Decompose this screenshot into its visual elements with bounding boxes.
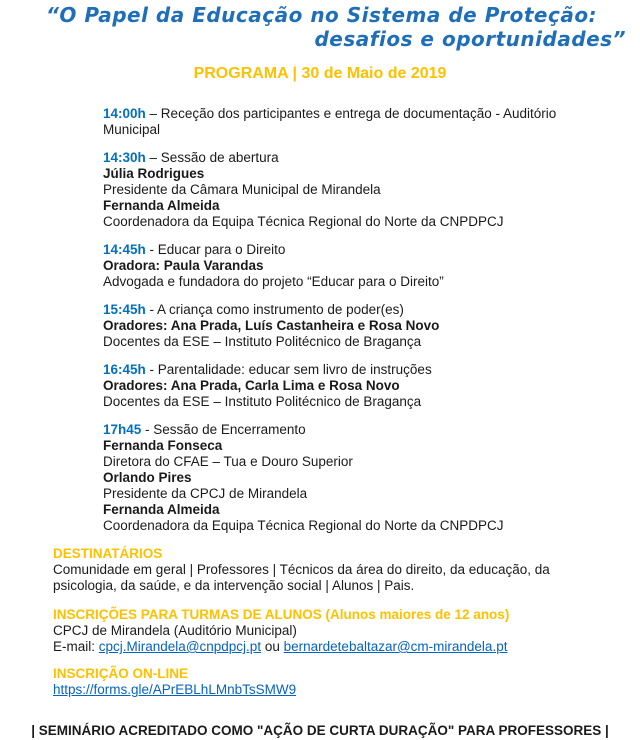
speaker-role: Diretora do CFAE – Tua e Douro Superior [103,454,353,469]
schedule-entry-title [103,422,610,438]
schedule-entry-title [103,106,610,138]
entry-title-text: - Educar para o Direito [149,242,286,257]
speaker-role: Docentes da ESE – Instituto Politécnico de Bragança [103,394,422,409]
program-header: PROGRAMA | 30 de Maio de 2019 [193,65,447,82]
event-title [0,0,640,51]
schedule-entry [103,150,610,230]
time-label: 15:45h [103,302,146,317]
time-label: 14:30h [103,150,146,165]
schedule-entry [103,302,610,350]
email-link-cpcj[interactable]: cpcj.Mirandela@cnpdpcj.pt [98,639,262,654]
schedule [103,106,610,534]
speaker-role: Presidente da Câmara Municipal de Mirandela [103,182,381,197]
speaker-name: Fernanda Almeida [103,198,220,213]
entry-title-text: – Sessão de abertura [149,150,279,165]
destinatarios-heading: DESTINATÁRIOS [53,546,163,561]
forms-url-link[interactable]: https://forms.gle/APrEBLhLMnbTsSMW9 [53,682,297,697]
speaker-role: Coordenadora da Equipa Técnica Regional do Norte da CNPDPCJ [103,518,504,533]
destinatarios-body: Comunidade em geral | Professores | Técnicos da área do direito, da educação, da psicologia, da saúde, e da intervenção social | Alunos | Pais. [53,562,550,593]
entry-title-text: – Receção dos participantes e entrega de documentação - Auditório Municipal [103,106,557,137]
speaker-name: Fernanda Almeida [103,502,220,517]
speaker-name: Júlia Rodrigues [103,166,205,181]
speaker-name: Oradores: Ana Prada, Luís Castanheira e Rosa Novo [103,318,440,333]
speaker-name: Fernanda Fonseca [103,438,223,453]
time-label: 14:00h [103,106,146,121]
speaker-role: Docentes da ESE – Instituto Politécnico de Bragança [103,334,422,349]
email-link-bernardete[interactable]: bernardetebaltazar@cm-mirandela.pt [283,639,508,654]
speaker-role: Presidente da CPCJ de Mirandela [103,486,308,501]
time-label: 17h45 [103,422,142,437]
inscricao-online-link-line [53,682,604,698]
section-destinatarios [53,546,604,594]
inscricoes-venue: CPCJ de Mirandela (Auditório Municipal) [53,623,297,638]
schedule-entry [103,106,610,138]
speaker-name: Oradores: Ana Prada, Carla Lima e Rosa Novo [103,378,400,393]
conjunction-text: ou [264,639,280,654]
schedule-entry-title [103,150,610,166]
schedule-entry [103,362,610,410]
entry-title-text: - A criança como instrumento de poder(es) [149,302,404,317]
speaker-role: Coordenadora da Equipa Técnica Regional do Norte da CNPDPCJ [103,214,504,229]
time-label: 14:45h [103,242,146,257]
inscricoes-heading: INSCRIÇÕES PARA TURMAS DE ALUNOS (Alunos maiores de 12 anos) [53,607,510,622]
schedule-entry-title [103,362,610,378]
schedule-entry-title [103,242,610,258]
footer-accreditation-note: | SEMINÁRIO ACREDITADO COMO "AÇÃO DE CURTA DURAÇÃO" PARA PROFESSORES | [31,723,609,738]
schedule-entry [103,242,610,290]
speaker-name: Oradora: Paula Varandas [103,258,264,273]
speaker-role: Advogada e fundadora do projeto “Educar para o Direito” [103,274,444,289]
schedule-entry [103,422,610,534]
inscricao-online-heading: INSCRIÇÃO ON-LINE [53,666,188,681]
speaker-name: Orlando Pires [103,470,192,485]
entry-title-text: - Parentalidade: educar sem livro de instruções [149,362,432,377]
event-title-line1: “O Papel da Educação no Sistema de Proteção: [46,3,598,27]
section-inscricao-online [53,666,604,698]
email-label: E-mail: [53,639,96,654]
event-title-line2: desafios e oportunidades” [314,27,626,51]
inscricoes-email-line [53,639,604,655]
entry-title-text: - Sessão de Encerramento [145,422,306,437]
section-inscricoes-turmas [53,607,604,655]
schedule-entry-title [103,302,610,318]
time-label: 16:45h [103,362,146,377]
